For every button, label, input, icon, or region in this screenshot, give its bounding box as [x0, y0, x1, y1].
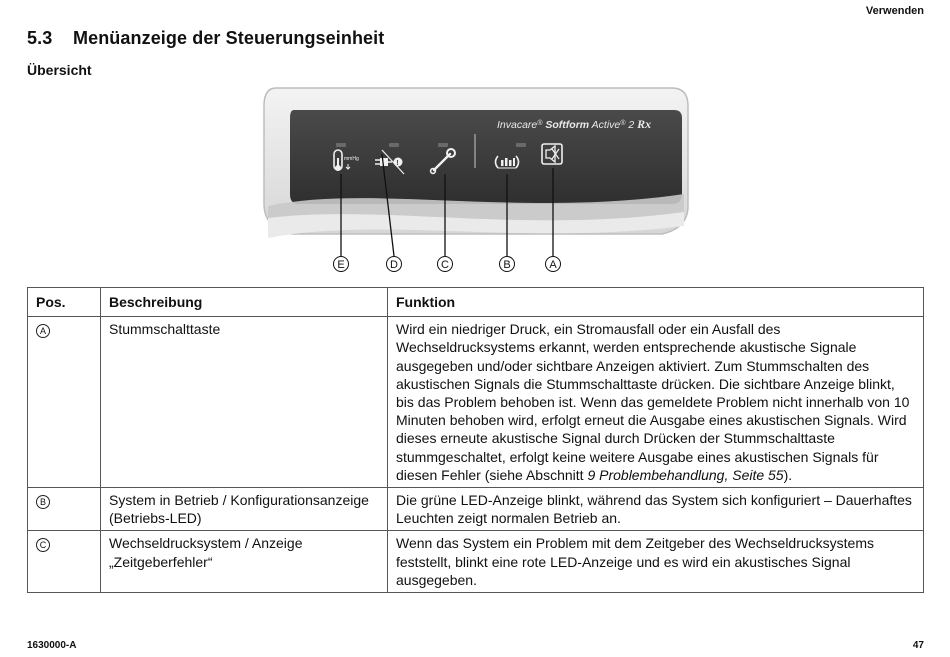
section-reference-link[interactable]: 9 Problembehandlung, Seite 55 — [587, 466, 784, 483]
document-id: 1630000-A — [27, 640, 77, 651]
row-func: Wenn das System ein Problem mit dem Zeitgeber des Wechseldrucksystems feststellt, blinkt eine rote LED-Anzeige und es wird ein akustisches Signal ausgegeben. — [388, 531, 924, 593]
subheading: Übersicht — [27, 62, 92, 78]
pos-badge-c: C — [36, 538, 50, 552]
table-row — [28, 317, 924, 488]
table-row — [28, 488, 924, 531]
row-func: Wird ein niedriger Druck, ein Stromausfall oder ein Ausfall des Wechseldrucksystems erkannt, werden entsprechende akustische Signale ausgegeben und/oder sichtbare Anzeigen aktiviert. Zum Stummschalten des akustischen Signals die Stummschalttaste drücken. Die sichtbare Anzeige blinkt, bis das Problem behoben ist. Wenn das gemeldete Problem nicht innerhalb von 10 Minuten behoben wird, erfolgt erneut die Ausgabe eines akustischen Signals. Wird dieses erneute akustische Signal durch Drücken der Stummschalttaste stummgeschaltet, erfolgt keine weitere Ausgabe eines akustischen Signals für diesen Fehler (siehe Abschnitt 9 Problembehandlung, Seite 55). — [388, 317, 924, 488]
callout-e: E — [337, 259, 345, 271]
svg-text:!: ! — [396, 160, 399, 167]
svg-text:mmHg: mmHg — [344, 156, 359, 162]
section-heading — [27, 28, 384, 49]
callout-c: C — [441, 259, 449, 271]
callout-b: B — [503, 259, 511, 271]
row-desc: System in Betrieb / Konfigurationsanzeige (Betriebs-LED) — [101, 488, 388, 531]
section-number: 5.3 — [27, 28, 53, 48]
pos-badge-a: A — [36, 324, 50, 338]
brand-softform: Softform — [545, 119, 590, 131]
control-panel-illustration — [262, 86, 690, 281]
pos-badge-b: B — [36, 495, 50, 509]
table-row — [28, 531, 924, 593]
callout-d: D — [390, 259, 398, 271]
section-title: Menüanzeige der Steuerungseinheit — [73, 28, 385, 48]
page-number: 47 — [912, 640, 924, 651]
svg-text:Invacare® Softform Active® 2 R: Invacare® Softform Active® 2 Rx — [497, 117, 652, 131]
row-desc: Wechseldrucksystem / Anzeige „Zeitgeberfehler“ — [101, 531, 388, 593]
row-func: Die grüne LED-Anzeige blinkt, während das System sich konfiguriert – Dauerhaftes Leuchten zeigt normalen Betrieb an. — [388, 488, 924, 531]
col-header-func: Funktion — [388, 288, 924, 317]
row-desc: Stummschalttaste — [101, 317, 388, 488]
chapter-header: Verwenden — [865, 5, 924, 17]
function-table — [27, 287, 924, 593]
table-header-row — [28, 288, 924, 317]
brand-invacare: Invacare — [497, 119, 538, 131]
col-header-desc: Beschreibung — [101, 288, 388, 317]
col-header-pos: Pos. — [28, 288, 101, 317]
callout-a: A — [549, 259, 557, 271]
